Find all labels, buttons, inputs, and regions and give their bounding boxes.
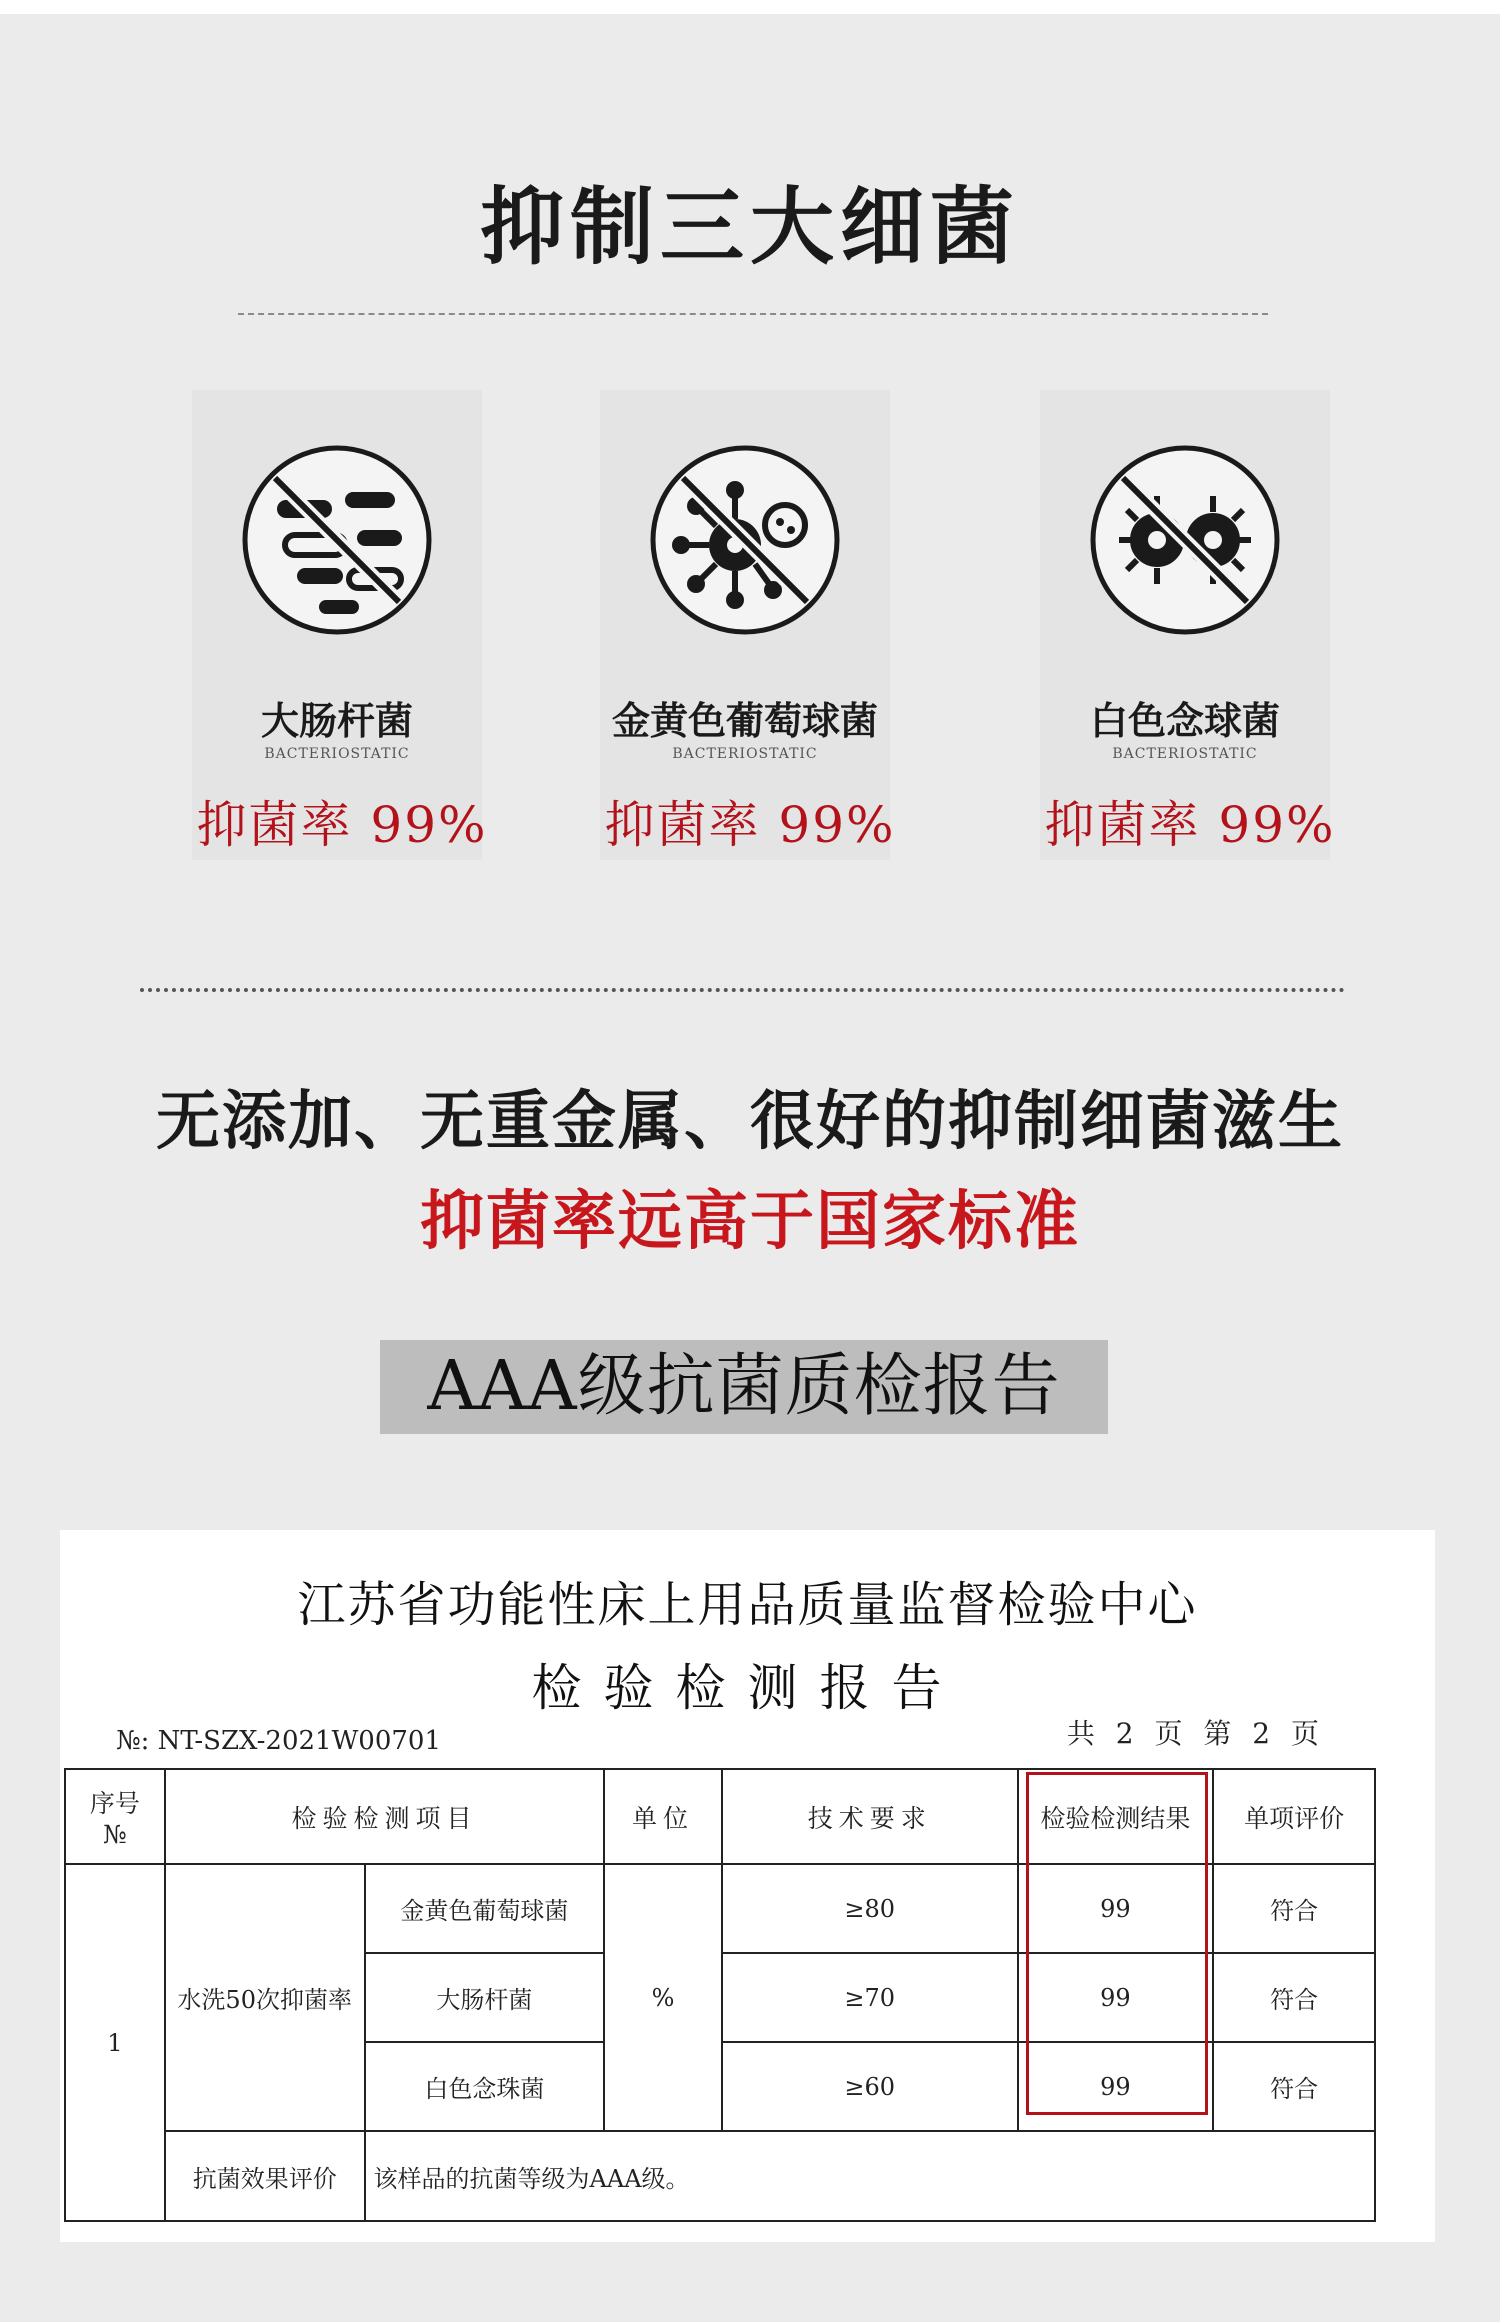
inhibition-rate: 抑菌率 99% <box>196 796 488 854</box>
row-result: 99 <box>1018 1864 1214 1953</box>
dashed-divider <box>238 313 1268 315</box>
bacteria-name: 金黄色葡萄球菌 <box>611 699 878 743</box>
page-title: 抑制三大细菌 <box>479 177 1020 276</box>
header-seq <box>65 1769 165 1864</box>
no-bacteria-rods-icon <box>237 440 437 640</box>
row-evaluation: 符合 <box>1213 1864 1375 1953</box>
bacteria-name: 白色念球菌 <box>1089 699 1280 743</box>
tagline-highlight: 抑菌率远高于国家标准 <box>420 1184 1080 1259</box>
header-seq-sub: № <box>103 1820 127 1849</box>
bacteria-subtitle: BACTERIOSTATIC <box>672 746 818 762</box>
card-ecoli <box>192 390 488 860</box>
row-requirement: ≥80 <box>722 1864 1018 1953</box>
report-title: 检验检测报告 <box>531 1659 964 1717</box>
report-number: №: NT-SZX-2021W00701 <box>116 1726 441 1756</box>
row-requirement: ≥60 <box>722 2042 1018 2131</box>
no-virus-cluster-icon <box>645 440 845 640</box>
summary-row <box>65 2131 1375 2221</box>
header-unit: 单位 <box>604 1769 722 1864</box>
card-staph <box>600 390 896 860</box>
no-germ-icon <box>1085 440 1285 640</box>
bacteria-subtitle: BACTERIOSTATIC <box>264 746 410 762</box>
row-evaluation: 符合 <box>1213 2042 1375 2131</box>
row-result: 99 <box>1018 1953 1214 2042</box>
header-item: 检验检测项目 <box>165 1769 604 1864</box>
test-report-document <box>60 1530 1435 2242</box>
row-result: 99 <box>1018 2042 1214 2131</box>
unit-value: % <box>604 1864 722 2131</box>
inhibition-rate: 抑菌率 99% <box>604 796 896 854</box>
header-evaluation: 单项评价 <box>1213 1769 1375 1864</box>
summary-label: 抗菌效果评价 <box>165 2131 365 2221</box>
row-item-name: 金黄色葡萄球菌 <box>365 1864 605 1953</box>
aaa-report-banner: AAA级抗菌质检报告 <box>380 1340 1108 1434</box>
inhibition-rate: 抑菌率 99% <box>1044 796 1336 854</box>
summary-text: 该样品的抗菌等级为AAA级。 <box>365 2131 1375 2221</box>
row-item-name: 大肠杆菌 <box>365 1953 605 2042</box>
row-item-name: 白色念珠菌 <box>365 2042 605 2131</box>
row-requirement: ≥70 <box>722 1953 1018 2042</box>
tagline-primary: 无添加、无重金属、很好的抑制细菌滋生 <box>156 1084 1344 1159</box>
bacteria-subtitle: BACTERIOSTATIC <box>1112 746 1258 762</box>
item-group: 水洗50次抑菌率 <box>165 1864 365 2131</box>
header-requirement: 技术要求 <box>722 1769 1018 1864</box>
card-candida <box>1040 390 1336 860</box>
bacteria-name: 大肠杆菌 <box>260 699 413 743</box>
header-result: 检验检测结果 <box>1018 1769 1214 1864</box>
row-evaluation: 符合 <box>1213 1953 1375 2042</box>
report-page-count: 共 2 页 第 2 页 <box>1066 1717 1325 1750</box>
report-organization: 江苏省功能性床上用品质量监督检验中心 <box>297 1577 1198 1633</box>
header-seq-label: 序号 <box>89 1789 140 1818</box>
dotted-divider <box>140 988 1345 992</box>
seq-value: 1 <box>65 1864 165 2221</box>
top-strip <box>0 0 1500 14</box>
result-highlight-box <box>1026 1772 1208 2115</box>
